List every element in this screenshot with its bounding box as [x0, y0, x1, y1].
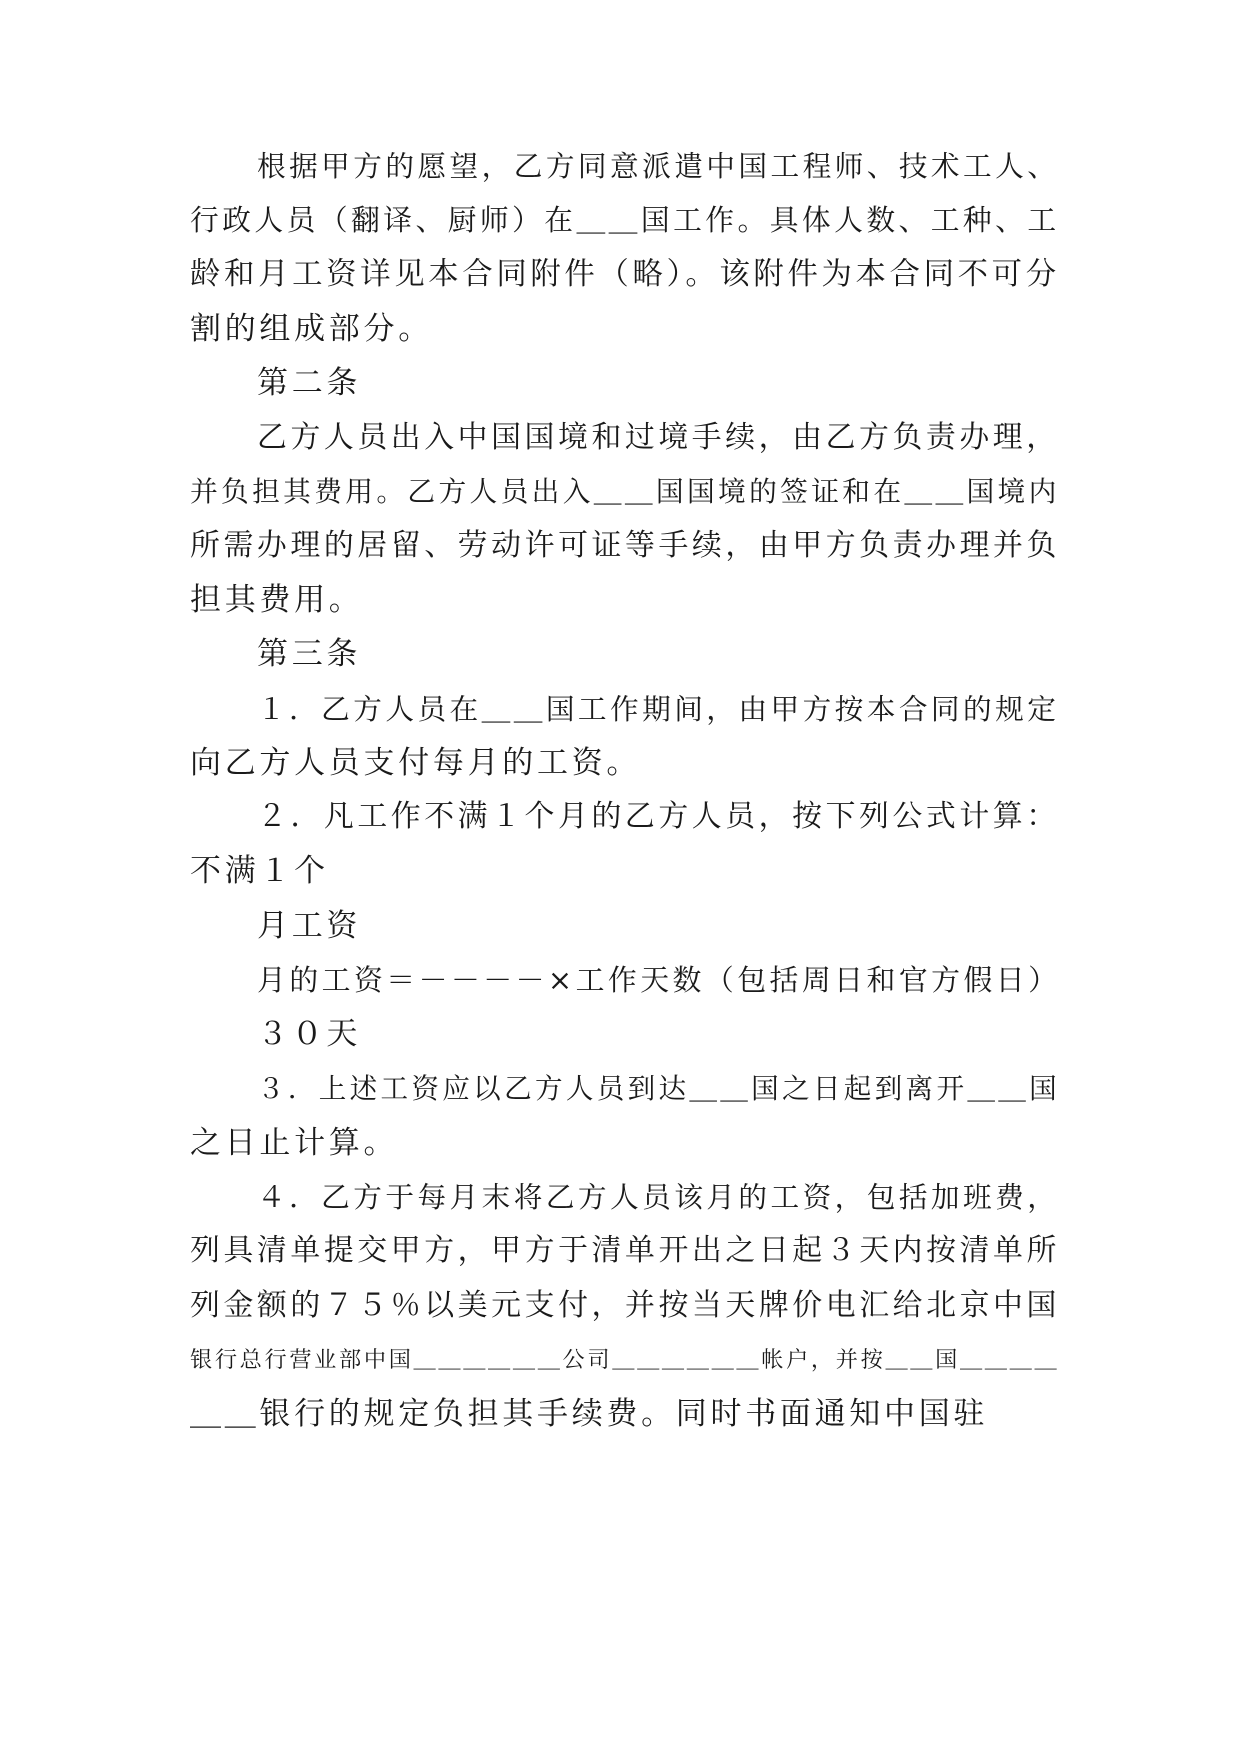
paragraph-line: 不满１个: [190, 853, 329, 889]
paragraph-line: 并负担其费用。乙方人员出入＿＿国国境的签证和在＿＿国境内: [190, 475, 1060, 508]
formula-numerator: 月工资: [257, 908, 362, 944]
paragraph-line: 之日止计算。: [190, 1125, 399, 1161]
paragraph-line: 向乙方人员支付每月的工资。: [190, 745, 642, 781]
paragraph-line: 列具清单提交甲方，甲方于清单开出之日起３天内按清单所: [190, 1233, 1060, 1268]
paragraph-line: 担其费用。: [190, 582, 364, 618]
paragraph-line: ２．凡工作不满１个月的乙方人员，按下列公式计算：: [257, 799, 1060, 834]
paragraph-line: 龄和月工资详见本合同附件（略）。该附件为本合同不可分: [190, 257, 1060, 292]
paragraph-line: ３．上述工资应以乙方人员到达＿＿国之日起到离开＿＿国: [257, 1072, 1060, 1105]
paragraph-line: 割的组成部分。: [190, 311, 433, 347]
paragraph-line: 根据甲方的愿望，乙方同意派遣中国工程师、技术工人、: [257, 149, 1060, 183]
article-heading: 第三条: [257, 636, 362, 672]
paragraph-line: ＿＿银行的规定负担其手续费。同时书面通知中国驻: [190, 1396, 989, 1432]
formula-line: 月的工资＝－－－－×工作天数（包括周日和官方假日）: [257, 963, 1061, 997]
paragraph-line: １．乙方人员在＿＿国工作期间，由甲方按本合同的规定: [257, 692, 1060, 726]
formula-denominator: ３０天: [257, 1016, 362, 1052]
paragraph-line: 银行总行营业部中国＿＿＿＿＿＿公司＿＿＿＿＿＿帐户，并按＿＿国＿＿＿＿: [190, 1347, 1060, 1373]
paragraph-line: ４．乙方于每月末将乙方人员该月的工资，包括加班费，: [257, 1180, 1060, 1214]
paragraph-line: 乙方人员出入中国国境和过境手续，由乙方负责办理，: [257, 420, 1060, 455]
paragraph-line: 列金额的７５％以美元支付，并按当天牌价电汇给北京中国: [190, 1288, 1060, 1323]
article-heading: 第二条: [257, 365, 362, 401]
paragraph-line: 所需办理的居留、劳动许可证等手续，由甲方负责办理并负: [190, 528, 1060, 563]
paragraph-line: 行政人员（翻译、厨师）在＿＿国工作。具体人数、工种、工: [190, 203, 1060, 237]
